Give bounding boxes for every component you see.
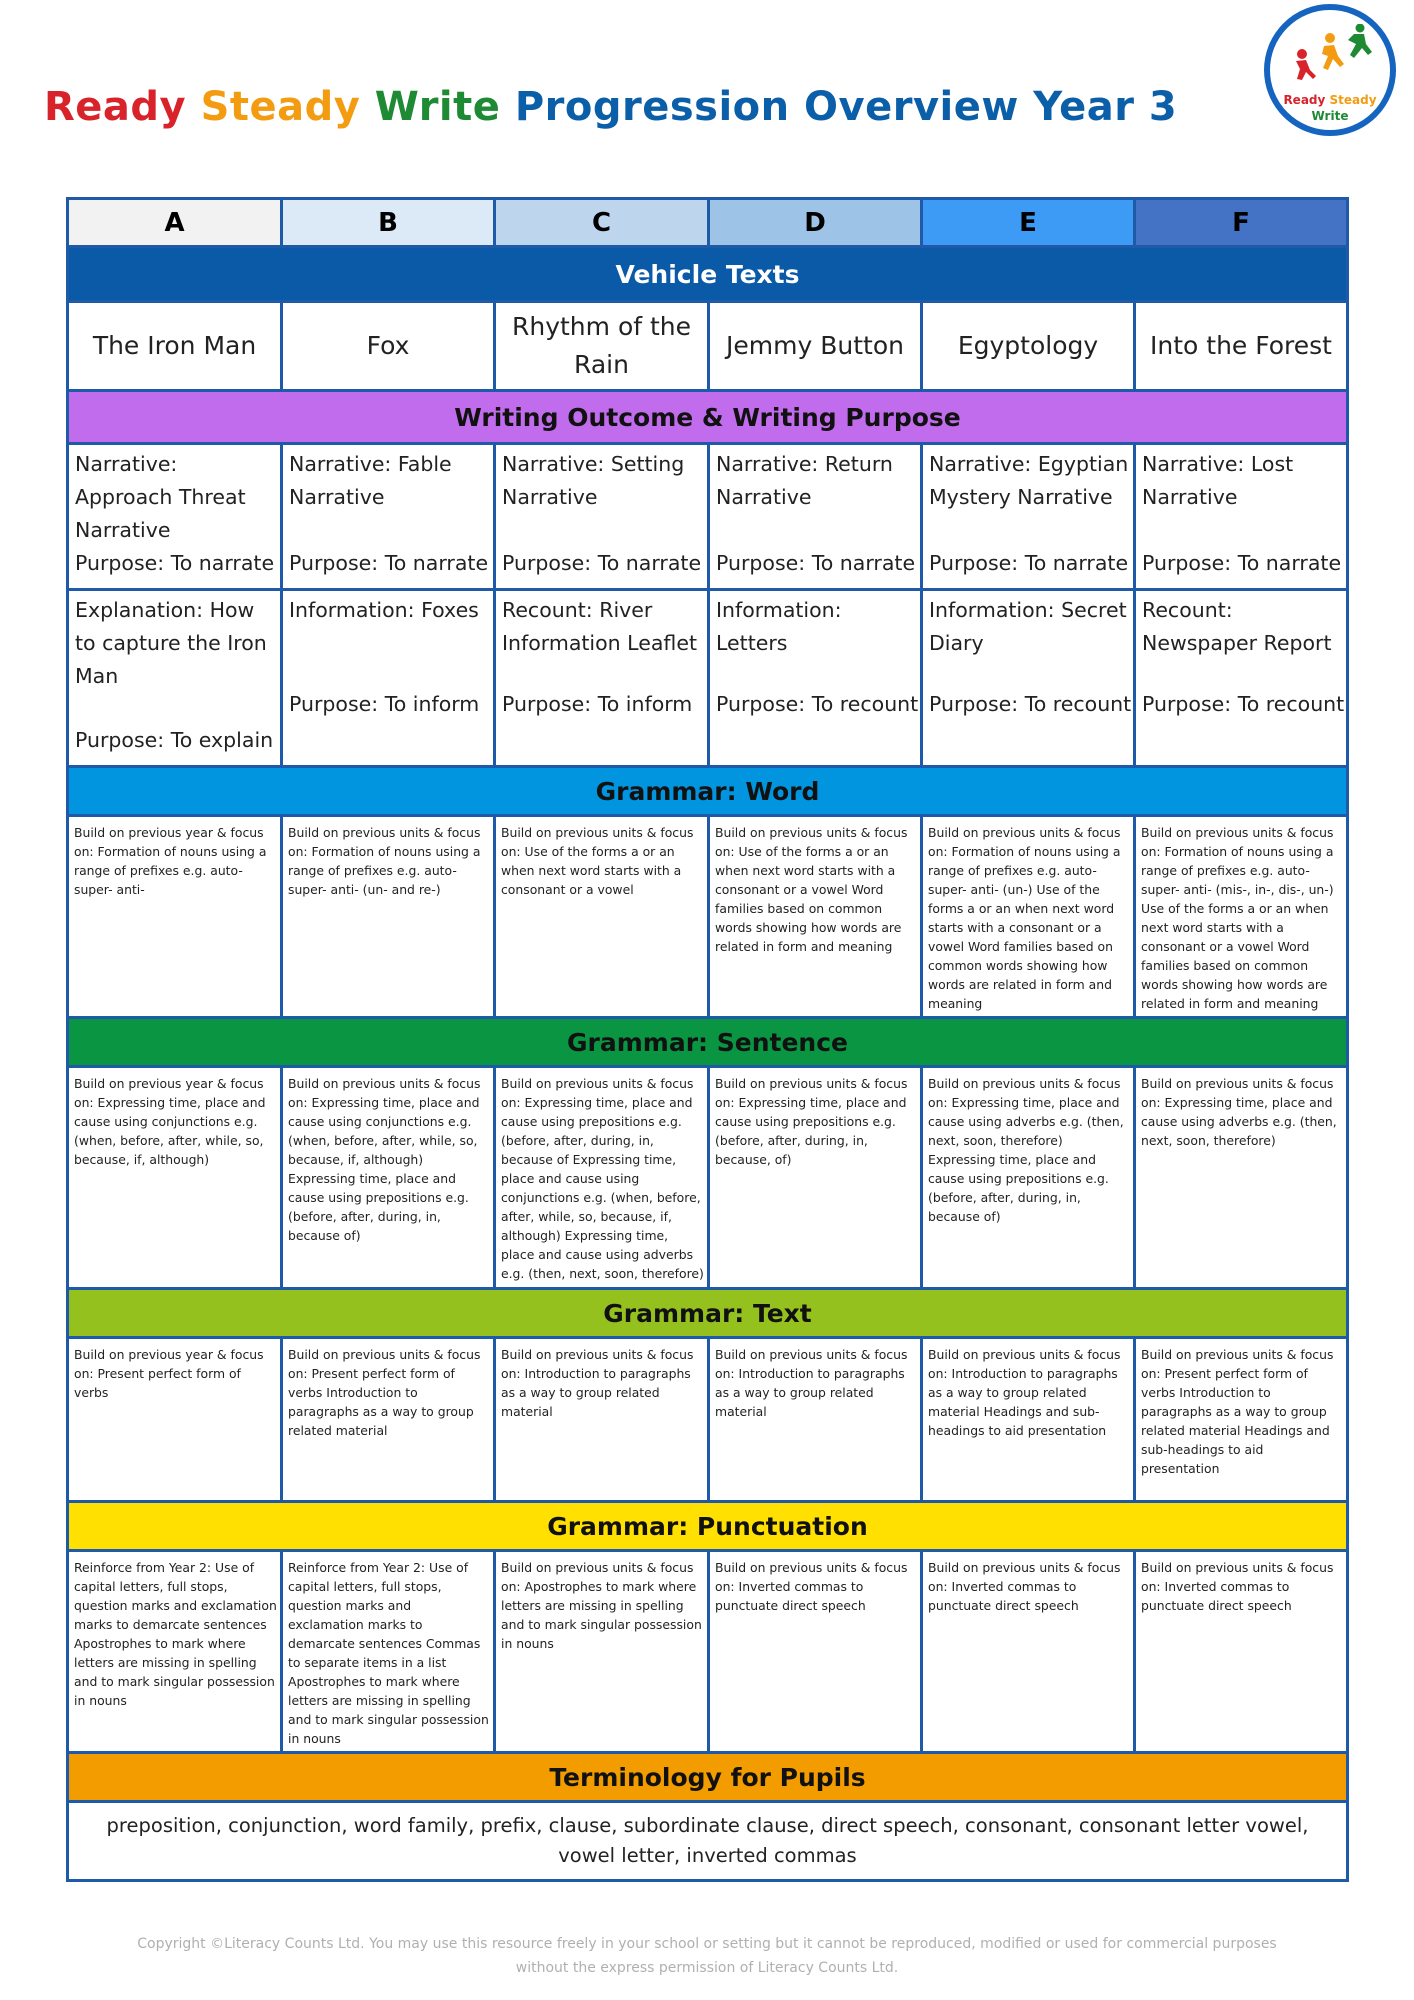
outcome-text: Narrative: Fable Narrative [289,452,452,509]
outcome-cell [68,590,282,767]
purpose-text: Purpose: To narrate [289,551,489,575]
section-header-grammar-text: Grammar: Text [68,1289,1348,1338]
grammar-text-cell: Build on previous units & focus on: Present perfect form of verbs Introduction to paragraphs as a way to group related material [282,1338,495,1502]
outcome-cell [1135,444,1348,590]
outcome-text: Information: Secret Diary [929,598,1127,655]
grammar-word-row [68,816,1348,1018]
ready-steady-write-logo [1264,4,1396,136]
column-header-c: C [495,199,709,247]
terminology-list: preposition, conjunction, word family, prefix, clause, subordinate clause, direct speech, consonant, consonant letter vowel, vowel letter, inverted commas [68,1802,1348,1881]
grammar-punctuation-cell: Build on previous units & focus on: Apostrophes to mark where letters are missing in spelling and to mark singular possession in nouns [495,1551,709,1753]
logo-word-ready: Ready [1283,93,1326,107]
title-word-ready: Ready [44,84,187,130]
outcome-cell [282,444,495,590]
section-header-writing-outcome: Writing Outcome & Writing Purpose [68,391,1348,444]
outcome-text: Recount: River Information Leaflet [502,598,697,655]
grammar-text-cell: Build on previous year & focus on: Present perfect form of verbs [68,1338,282,1502]
grammar-sentence-cell: Build on previous units & focus on: Expressing time, place and cause using adverbs e.g. (then, next, soon, therefore) [1135,1067,1348,1289]
grammar-punctuation-cell: Build on previous units & focus on: Inverted commas to punctuate direct speech [709,1551,922,1753]
purpose-text: Purpose: To narrate [1142,551,1342,575]
grammar-word-cell: Build on previous units & focus on: Use of the forms a or an when next word starts with a consonant or a vowel Word families based on common words showing how words are related in form and meaning [709,816,922,1018]
outcome-text: Narrative: Return Narrative [716,452,893,509]
grammar-text-cell: Build on previous units & focus on: Present perfect form of verbs Introduction to paragraphs as a way to group related material Headings and sub-headings to aid presentation [1135,1338,1348,1502]
section-header-vehicle-texts: Vehicle Texts [68,247,1348,302]
title-word-steady: Steady [200,84,361,130]
column-header-e: E [922,199,1135,247]
copyright-notice: Copyright ©Literacy Counts Ltd. You may use this resource freely in your school or setting but it cannot be reproduced, modified or used for commercial purposes without the express permission of Literacy Counts Ltd. [137,1936,1277,1976]
grammar-word-cell: Build on previous units & focus on: Formation of nouns using a range of prefixes e.g. auto- super- anti- (un- and re-) [282,816,495,1018]
running-figures-icon [1286,24,1374,90]
outcome-text: Information: Letters [716,598,842,655]
outcome-text: Narrative: Egyptian Mystery Narrative [929,452,1129,509]
grammar-punctuation-cell: Build on previous units & focus on: Inverted commas to punctuate direct speech [922,1551,1135,1753]
grammar-text-cell: Build on previous units & focus on: Introduction to paragraphs as a way to group related material [709,1338,922,1502]
outcome-cell [68,444,282,590]
outcome-cell [495,444,709,590]
purpose-text: Purpose: To narrate [502,551,702,575]
purpose-text: Purpose: To recount [929,692,1132,716]
vehicle-text-cell: Rhythm of the Rain [495,302,709,391]
purpose-text: Purpose: To recount [1142,692,1345,716]
purpose-text: Purpose: To explain [75,728,274,752]
logo-word-steady: Steady [1329,93,1377,107]
column-header-b: B [282,199,495,247]
outcome-cell [709,444,922,590]
grammar-punctuation-cell: Reinforce from Year 2: Use of capital letters, full stops, question marks and exclamation marks to demarcate sentences Apostrophes to mark where letters are missing in spelling and to mark singular possession in nouns [68,1551,282,1753]
purpose-text: Purpose: To recount [716,692,919,716]
outcome-text: Information: Foxes [289,598,479,622]
logo-word-write: Write [1311,109,1349,123]
nonfiction-outcome-row [68,590,1348,767]
section-header-grammar-word: Grammar: Word [68,767,1348,816]
page-title [44,84,1177,130]
grammar-punctuation-cell: Build on previous units & focus on: Inverted commas to punctuate direct speech [1135,1551,1348,1753]
grammar-punctuation-row [68,1551,1348,1753]
purpose-text: Purpose: To inform [289,692,480,716]
section-header-grammar-sentence: Grammar: Sentence [68,1018,1348,1067]
grammar-sentence-row [68,1067,1348,1289]
grammar-text-cell: Build on previous units & focus on: Introduction to paragraphs as a way to group related material Headings and sub-headings to aid presentation [922,1338,1135,1502]
column-header-d: D [709,199,922,247]
outcome-cell [922,444,1135,590]
grammar-sentence-cell: Build on previous year & focus on: Expressing time, place and cause using conjunctions e.g. (when, before, after, while, so, because, if, although) [68,1067,282,1289]
vehicle-texts-row [68,302,1348,391]
terminology-row [68,1802,1348,1881]
vehicle-text-cell: Fox [282,302,495,391]
grammar-word-cell: Build on previous units & focus on: Use of the forms a or an when next word starts with a consonant or a vowel [495,816,709,1018]
title-rest: Progression Overview Year 3 [514,84,1178,130]
vehicle-text-cell: Egyptology [922,302,1135,391]
grammar-punctuation-cell: Reinforce from Year 2: Use of capital letters, full stops, question marks and exclamation marks to demarcate sentences Commas to separate items in a list Apostrophes to mark where letters are missing in spelling and to mark singular possession in nouns [282,1551,495,1753]
outcome-text: Recount: Newspaper Report [1142,598,1332,655]
vehicle-text-cell: Jemmy Button [709,302,922,391]
outcome-text: Narrative: Setting Narrative [502,452,685,509]
column-header-f: F [1135,199,1348,247]
grammar-sentence-cell: Build on previous units & focus on: Expressing time, place and cause using prepositions e.g. (before, after, during, in, because of Expressing time, place and cause using conjunctions e.g. (when, before, after, while, so, because, if, although) Expressing time, place and cause using adverbs e.g. (then, next, soon, therefore) [495,1067,709,1289]
grammar-sentence-cell: Build on previous units & focus on: Expressing time, place and cause using prepositions e.g. (before, after, during, in, because, of) [709,1067,922,1289]
grammar-text-row [68,1338,1348,1502]
grammar-text-cell: Build on previous units & focus on: Introduction to paragraphs as a way to group related material [495,1338,709,1502]
logo-text [1270,92,1390,124]
section-header-terminology: Terminology for Pupils [68,1753,1348,1802]
outcome-cell [495,590,709,767]
title-word-write: Write [374,84,501,130]
grammar-sentence-cell: Build on previous units & focus on: Expressing time, place and cause using conjunctions e.g. (when, before, after, while, so, because, if, although) Expressing time, place and cause using prepositions e.g. (before, after, during, in, because of) [282,1067,495,1289]
outcome-text: Narrative: Approach Threat Narrative [75,452,246,542]
column-header-a: A [68,199,282,247]
outcome-cell [282,590,495,767]
grammar-word-cell: Build on previous units & focus on: Formation of nouns using a range of prefixes e.g. auto- super- anti- (un-) Use of the forms a or an when next word starts with a consonant or a vowel Word families based on common words showing how words are related in form and meaning [922,816,1135,1018]
section-header-grammar-punctuation: Grammar: Punctuation [68,1502,1348,1551]
outcome-text: Explanation: How to capture the Iron Man [75,598,267,688]
narrative-outcome-row [68,444,1348,590]
purpose-text: Purpose: To inform [502,692,693,716]
purpose-text: Purpose: To narrate [75,551,275,575]
outcome-text: Narrative: Lost Narrative [1142,452,1294,509]
vehicle-text-cell: Into the Forest [1135,302,1348,391]
outcome-cell [709,590,922,767]
vehicle-text-cell: The Iron Man [68,302,282,391]
purpose-text: Purpose: To narrate [929,551,1129,575]
progression-table [66,197,1349,1882]
grammar-sentence-cell: Build on previous units & focus on: Expressing time, place and cause using adverbs e.g. (then, next, soon, therefore) Expressing time, place and cause using prepositions e.g. (before, after, during, in, because of) [922,1067,1135,1289]
column-header-row [68,199,1348,247]
outcome-cell [922,590,1135,767]
outcome-cell [1135,590,1348,767]
purpose-text: Purpose: To narrate [716,551,916,575]
grammar-word-cell: Build on previous year & focus on: Formation of nouns using a range of prefixes e.g. auto- super- anti- [68,816,282,1018]
grammar-word-cell: Build on previous units & focus on: Formation of nouns using a range of prefixes e.g. auto- super- anti- (mis-, in-, dis-, un-) Use of the forms a or an when next word starts with a consonant or a vowel Word families based on common words showing how words are related in form and meaning [1135,816,1348,1018]
